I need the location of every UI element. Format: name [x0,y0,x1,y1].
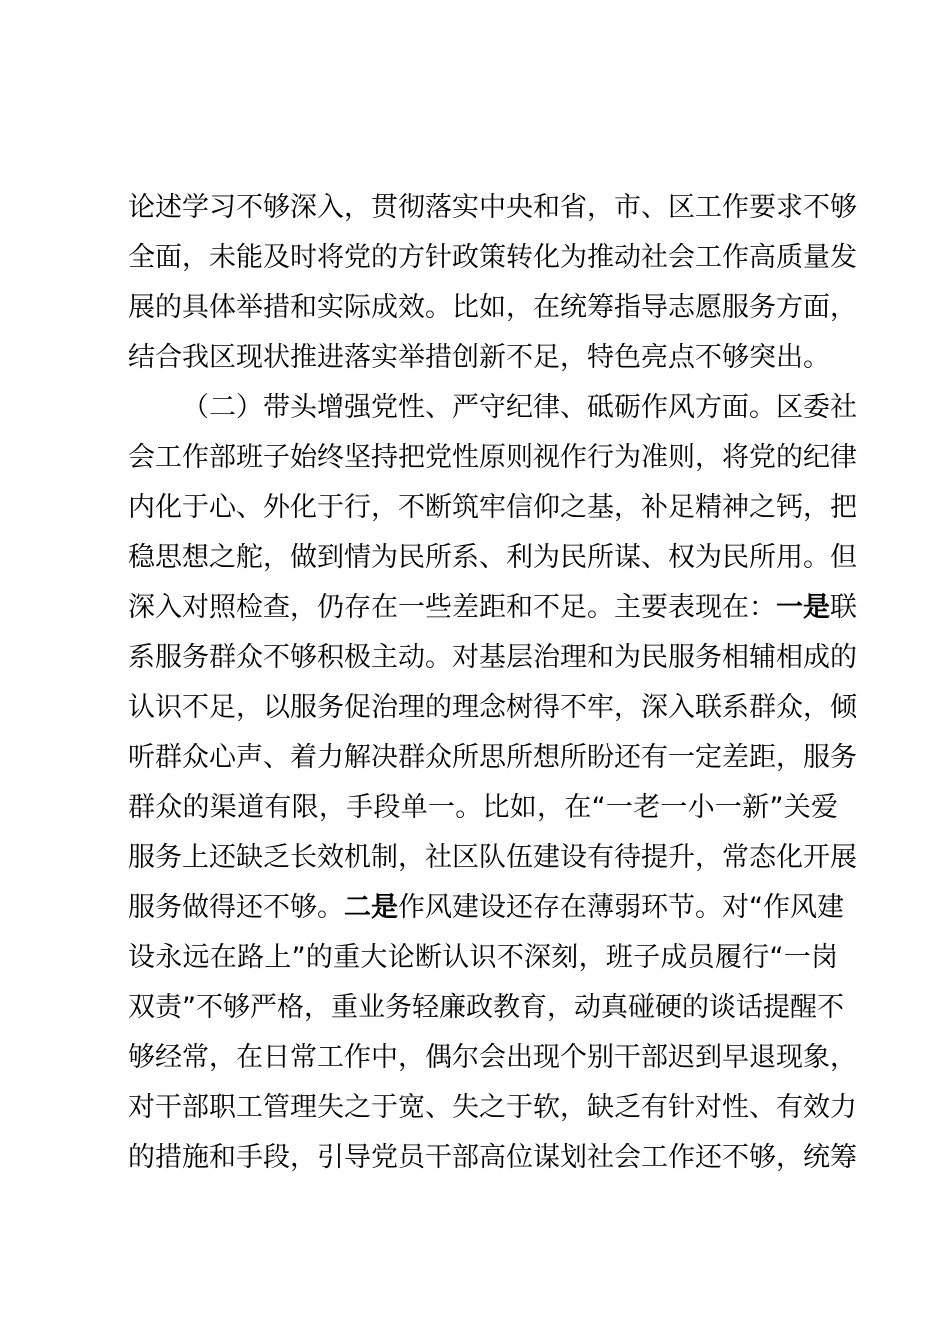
text-line: 系服务群众不够积极主动。对基层治理和为民服务相辅相成的 [128,642,857,673]
section-heading-line: （二）带头增强党性、严守纪律、砥砺作风方面。区委社 [182,392,857,423]
text-line [128,583,857,633]
text-line: 听群众心声、着力解决群众所思所想所盼还有一定差距，服务 [128,742,857,773]
text-line: 论述学习不够深入，贯彻落实中央和省，市、区工作要求不够 [128,192,857,223]
text-line: 结合我区现状推进落实举措创新不足，特色亮点不够突出。 [128,342,830,373]
text-line: 对干部职工管理失之于宽、失之于软，缺乏有针对性、有效力 [128,1092,857,1123]
emphasis-first: 一是 [776,592,830,623]
text-segment: 联 [830,592,857,623]
text-line: 会工作部班子始终坚持把党性原则视作行为准则，将党的纪律 [128,442,857,473]
text-line: 设永远在路上”的重大论断认识不深刻，班子成员履行“一岗 [128,942,838,973]
text-line: 认识不足，以服务促治理的理念树得不牢，深入联系群众，倾 [128,692,857,723]
text-segment: 深入对照检查，仍存在一些差距和不足。主要表现在： [128,592,776,623]
emphasis-second: 二是 [344,892,398,923]
document-body [128,183,857,1183]
text-line [128,883,844,933]
text-line: 稳思想之舵，做到情为民所系、利为民所谋、权为民所用。但 [128,542,857,573]
text-line: 群众的渠道有限，手段单一。比如，在“一老一小一新”关爱 [128,792,838,823]
text-line: 双责”不够严格，重业务轻廉政教育，动真碰硬的谈话提醒不 [128,992,844,1023]
text-line: 够经常，在日常工作中，偶尔会出现个别干部迟到早退现象， [128,1042,857,1073]
text-line: 的措施和手段，引导党员干部高位谋划社会工作还不够，统筹 [128,1142,857,1173]
text-line: 服务上还缺乏长效机制，社区队伍建设有待提升，常态化开展 [128,842,857,873]
text-segment: 作风建设还存在薄弱环节。对“作风建 [398,892,844,923]
text-line: 内化于心、外化于行，不断筑牢信仰之基，补足精神之钙，把 [128,492,857,523]
text-line: 全面，未能及时将党的方针政策转化为推动社会工作高质量发 [128,242,857,273]
text-line: 展的具体举措和实际成效。比如，在统筹指导志愿服务方面， [128,292,857,323]
text-segment: 服务做得还不够。 [128,892,344,923]
